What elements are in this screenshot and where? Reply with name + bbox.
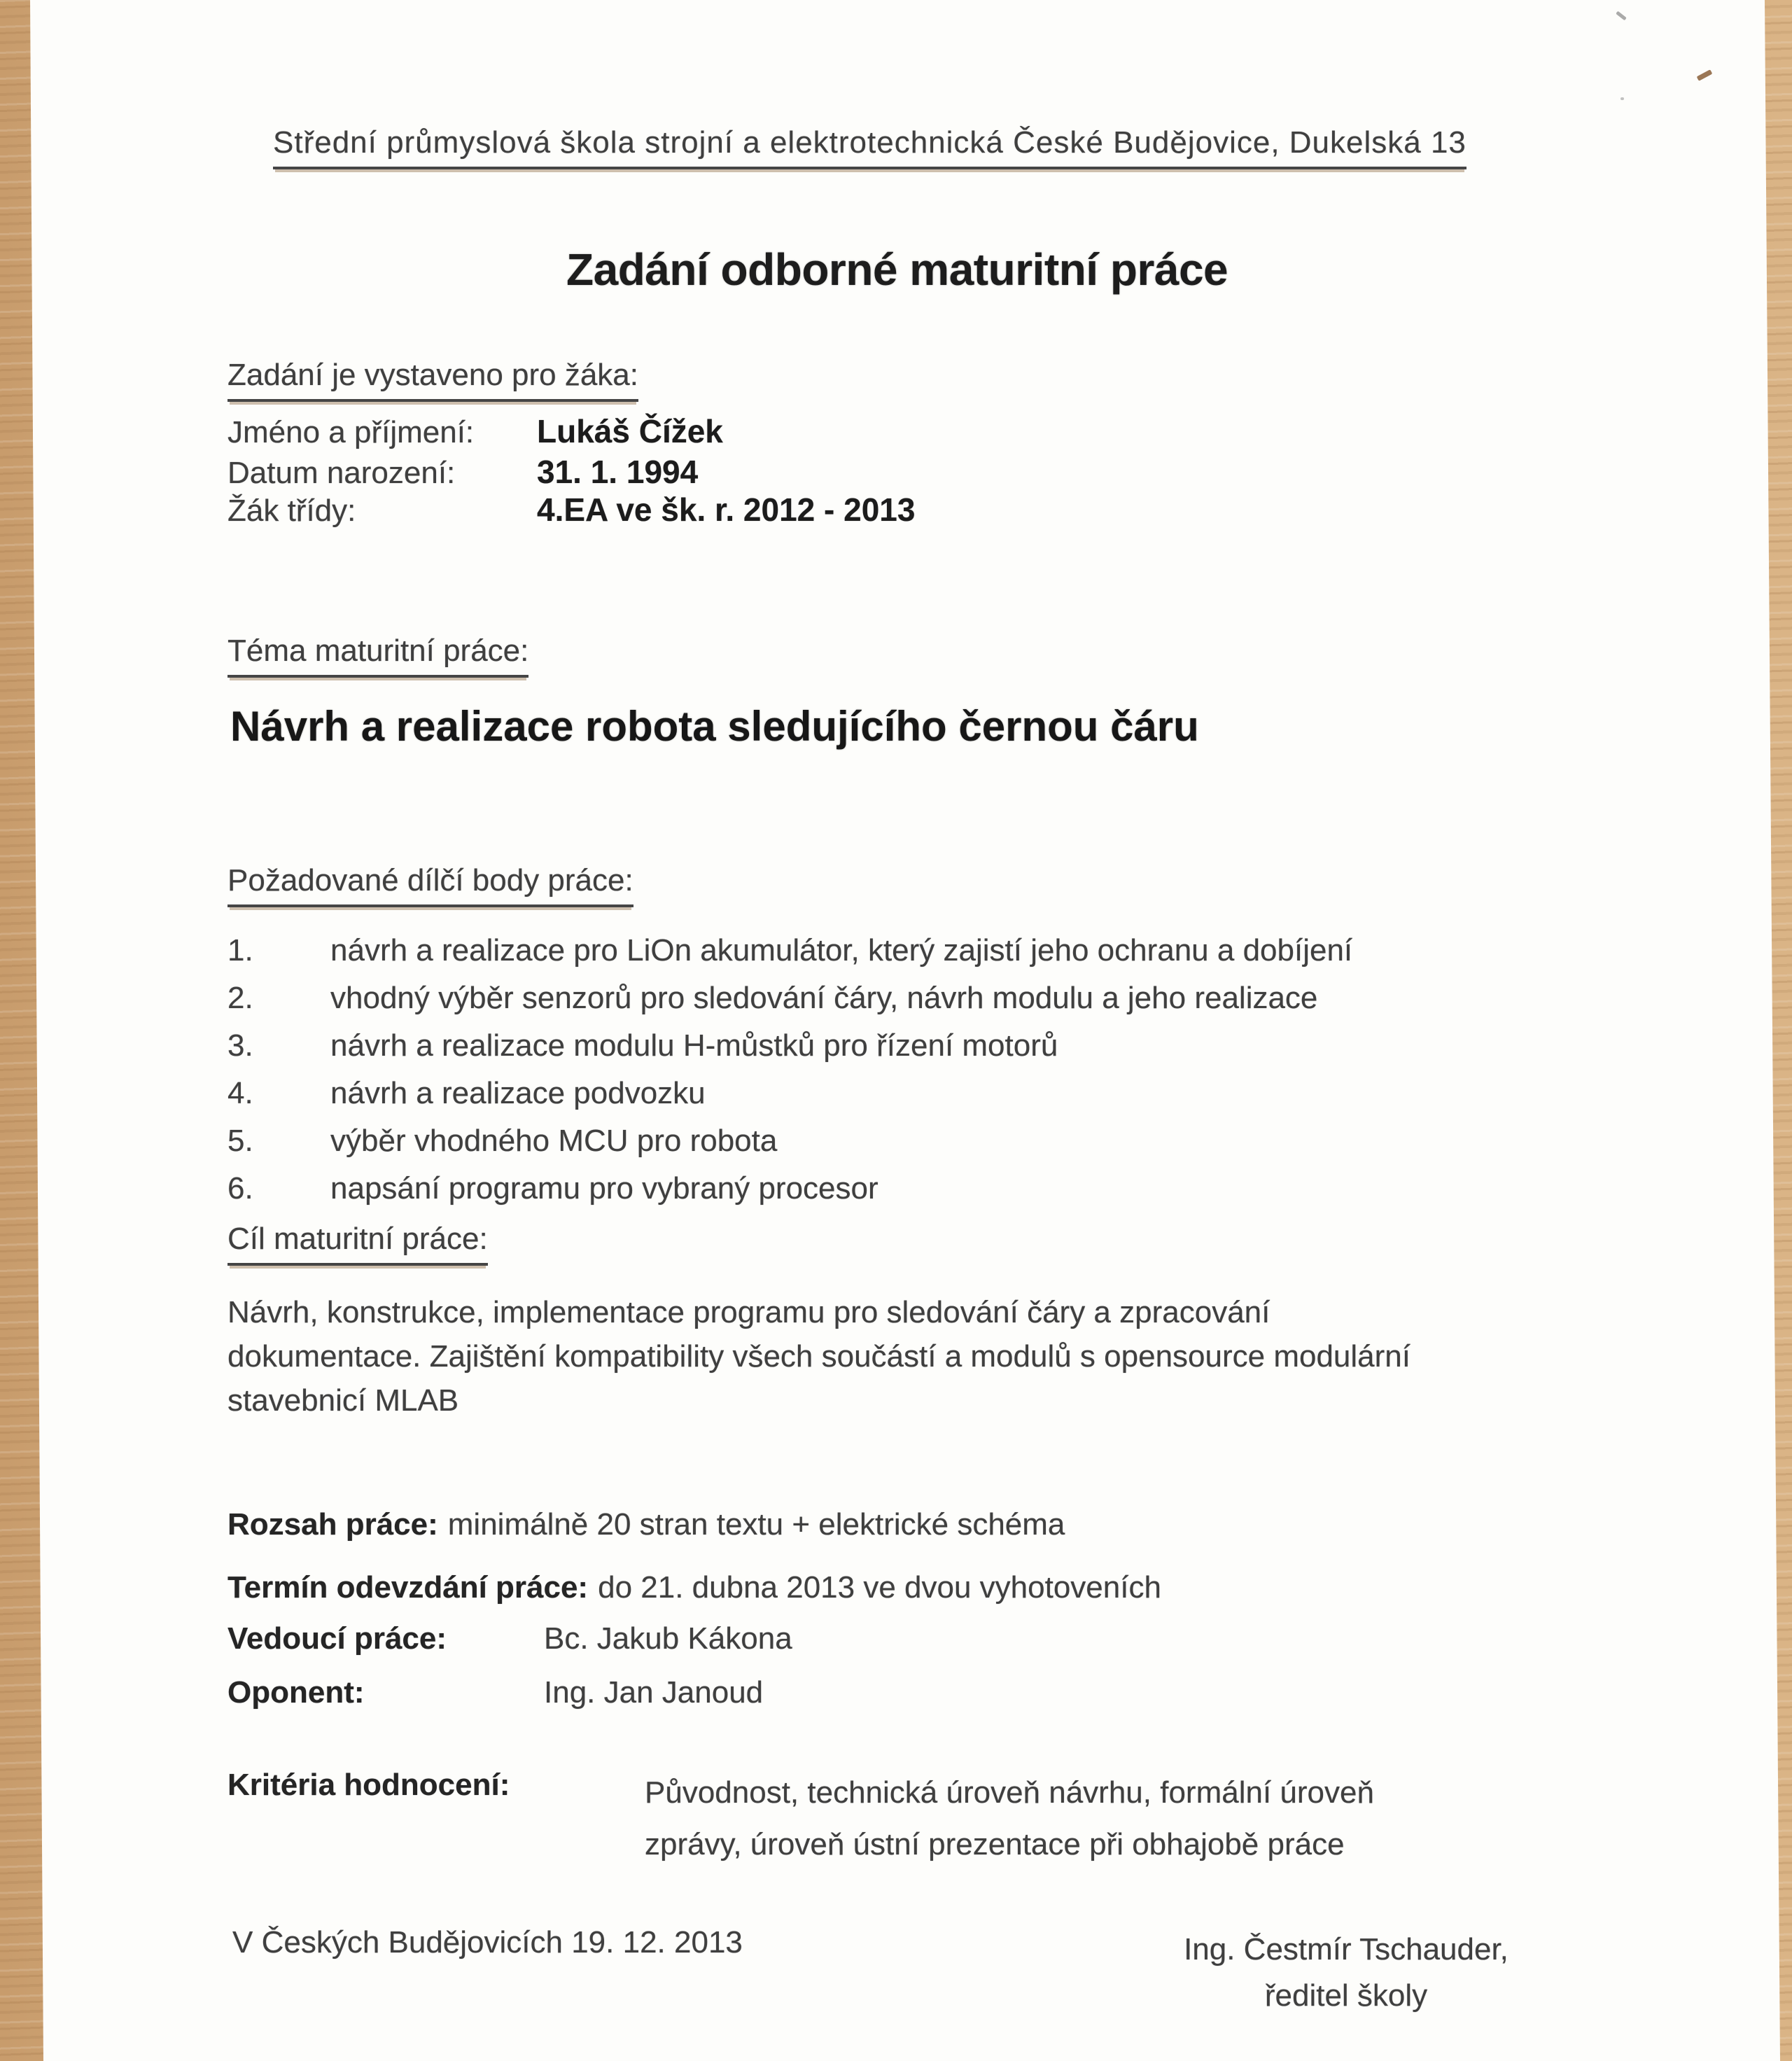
criteria-value <box>645 1767 1374 1871</box>
signatory-name: Ing. Čestmír Tschauder, <box>1184 1932 1508 1966</box>
field-value: 31. 1. 1994 <box>537 454 699 490</box>
item-text: napsání programu pro vybraný procesor <box>330 1171 878 1206</box>
signatory-role: ředitel školy <box>1264 1978 1428 2013</box>
criteria-line: zprávy, úroveň ústní prezentace při obhajobě práce <box>645 1827 1345 1861</box>
field-value: Lukáš Čížek <box>537 413 723 449</box>
field-label: Datum narození: <box>227 456 456 490</box>
opponent-value: Ing. Jan Janoud <box>544 1675 764 1710</box>
requirement-item <box>227 1026 1058 1065</box>
supervisor-label: Vedoucí práce: <box>227 1621 447 1656</box>
field-value: 4.EA ve šk. r. 2012 - 2013 <box>537 491 916 528</box>
goal-line: dokumentace. Zajištění kompatibility všech součástí a modulů s opensource modulární <box>227 1339 1410 1374</box>
supervisor-value: Bc. Jakub Kákona <box>544 1621 792 1656</box>
school-header-text: Střední průmyslová škola strojní a elektrotechnická České Budějovice, Dukelská 13 <box>273 123 1466 169</box>
field-row-name <box>227 412 723 452</box>
item-number: 3. <box>227 1028 253 1063</box>
deadline-value: do 21. dubna 2013 ve dvou vyhotoveních <box>598 1570 1161 1605</box>
requirement-item <box>227 979 1317 1017</box>
requirement-item <box>227 1122 777 1160</box>
item-number: 1. <box>227 933 253 967</box>
theme-heading: Téma maturitní práce: <box>227 631 528 678</box>
requirement-item <box>227 1169 878 1208</box>
field-label: Jméno a příjmení: <box>227 415 475 449</box>
requirement-item <box>227 1074 706 1112</box>
item-number: 2. <box>227 981 253 1015</box>
requirement-item <box>227 931 1352 970</box>
item-text: návrh a realizace pro LiOn akumulátor, který zajistí jeho ochranu a dobíjení <box>330 933 1353 967</box>
item-text: výběr vhodného MCU pro robota <box>330 1124 778 1158</box>
field-row-birthdate <box>227 452 698 493</box>
deadline-label: Termín odevzdání práce: <box>227 1570 589 1605</box>
item-text: návrh a realizace podvozku <box>330 1076 706 1110</box>
goal-paragraph <box>227 1290 1410 1423</box>
school-header <box>273 123 1466 169</box>
document-title: Zadání odborné maturitní práce <box>566 244 1228 295</box>
item-number: 4. <box>227 1076 253 1110</box>
opponent-row <box>227 1673 763 1712</box>
scope-label: Rozsah práce: <box>227 1507 438 1542</box>
field-label: Žák třídy: <box>227 494 356 528</box>
goal-line: stavebnicí MLAB <box>227 1383 459 1418</box>
opponent-label: Oponent: <box>227 1675 365 1710</box>
scope-value: minimálně 20 stran textu + elektrické schéma <box>447 1507 1065 1542</box>
item-number: 6. <box>227 1171 253 1206</box>
goal-line: Návrh, konstrukce, implementace programu pro sledování čáry a zpracování <box>227 1295 1270 1329</box>
requirements-heading: Požadované dílčí body práce: <box>227 861 634 907</box>
criteria-label: Kritéria hodnocení: <box>227 1768 510 1802</box>
item-text: návrh a realizace modulu H-můstků pro řízení motorů <box>330 1028 1058 1063</box>
item-text: vhodný výběr senzorů pro sledování čáry, návrh modulu a jeho realizace <box>330 981 1318 1015</box>
signature-block <box>1154 1927 1539 2019</box>
theme-title: Návrh a realizace robota sledujícího černou čáru <box>230 703 1199 750</box>
scope-line <box>227 1505 1065 1544</box>
student-section-heading: Zadání je vystaveno pro žáka: <box>227 356 638 402</box>
deadline-line <box>227 1568 1161 1607</box>
scan-speck <box>1620 97 1624 100</box>
goal-heading: Cíl maturitní práce: <box>227 1220 488 1266</box>
item-number: 5. <box>227 1124 253 1158</box>
criteria-line: Původnost, technická úroveň návrhu, formální úroveň <box>645 1775 1374 1810</box>
supervisor-row <box>227 1619 792 1658</box>
field-row-class <box>227 490 915 531</box>
place-date: V Českých Budějovicích 19. 12. 2013 <box>232 1925 743 1959</box>
